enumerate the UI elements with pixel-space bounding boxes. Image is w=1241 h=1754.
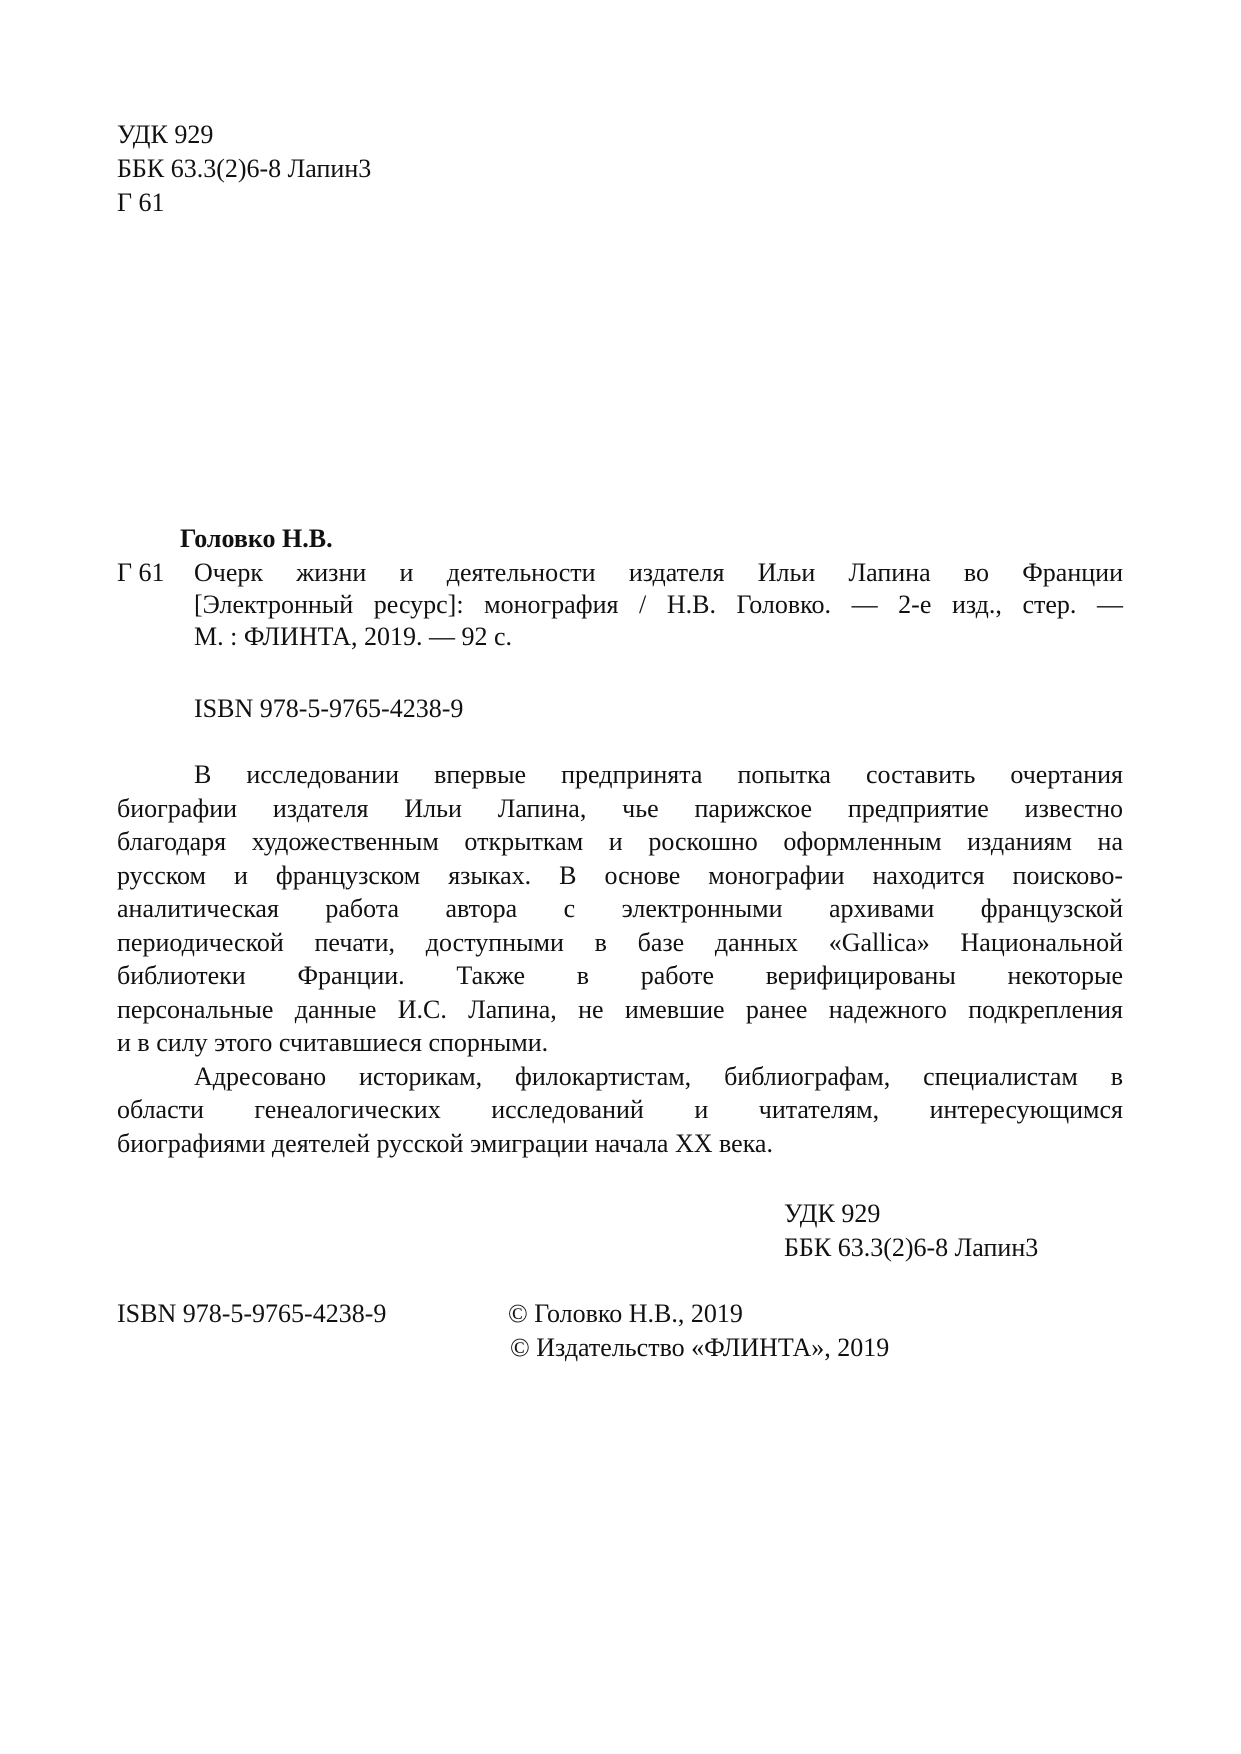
bibliographic-line: [Электронный ресурс]: монография / Н.В. Головко. — 2-е изд., стер. — [194, 590, 1123, 619]
abstract-line: русском и французском языках. В основе монографии находится поисково- [117, 860, 1123, 890]
classification-codes-bottom [784, 1197, 1038, 1265]
abstract-line: области генеалогических исследований и читателям, интересующимся [117, 1095, 1123, 1124]
abstract-line: В исследовании впервые предпринята попытка составить очертания [194, 760, 1123, 789]
abstract-line: периодической печати, доступными в базе данных «Gallica» Национальной [117, 927, 1123, 957]
author-name: Головко Н.В. [180, 524, 333, 553]
abstract-line: и в силу этого считавшиеся спорными. [117, 1028, 549, 1057]
abstract-line: персональные данные И.С. Лапина, не имевшие ранее надежного подкрепления [117, 994, 1123, 1024]
isbn: ISBN 978-5-9765-4238-9 [194, 694, 464, 723]
udk-code: УДК 929 [117, 120, 214, 149]
bbk-code: ББК 63.3(2)6-8 Лапин3 [117, 154, 372, 183]
abstract-line: благодаря художественным открыткам и роскошно оформленным изданиям на [117, 827, 1123, 856]
abstract-paragraph [117, 758, 1123, 1060]
bibliographic-description [117, 557, 1123, 653]
author-sign-code: Г 61 [117, 558, 165, 587]
bbk-code: ББК 63.3(2)6-8 Лапин3 [784, 1233, 1039, 1262]
abstract-line: биографии издателя Ильи Лапина, чье парижское предприятие известно [117, 793, 1123, 823]
classification-codes-top [117, 118, 371, 220]
author-sign-code: Г 61 [117, 188, 165, 217]
abstract-line: биографиями деятелей русской эмиграции начала XX века. [117, 1128, 773, 1158]
udk-code: УДК 929 [784, 1199, 881, 1228]
author-copyright: © Головко Н.В., 2019 [508, 1299, 743, 1328]
abstract-line: библиотеки Франции. Также в работе верифицированы некоторые [117, 961, 1123, 990]
abstract [117, 758, 1123, 1160]
abstract-line: аналитическая работа автора с электронными архивами французской [117, 894, 1123, 923]
bibliographic-text [194, 557, 1123, 653]
publisher-copyright: © Издательство «ФЛИНТА», 2019 [510, 1333, 890, 1362]
abstract-line: Адресовано историкам, филокартистам, библиографам, специалистам в [194, 1061, 1123, 1091]
abstract-paragraph [117, 1060, 1123, 1161]
isbn: ISBN 978-5-9765-4238-9 [117, 1299, 387, 1328]
bibliographic-line: Очерк жизни и деятельности издателя Ильи Лапина во Франции [194, 558, 1123, 587]
bibliographic-line: М. : ФЛИНТА, 2019. — 92 с. [194, 622, 513, 651]
